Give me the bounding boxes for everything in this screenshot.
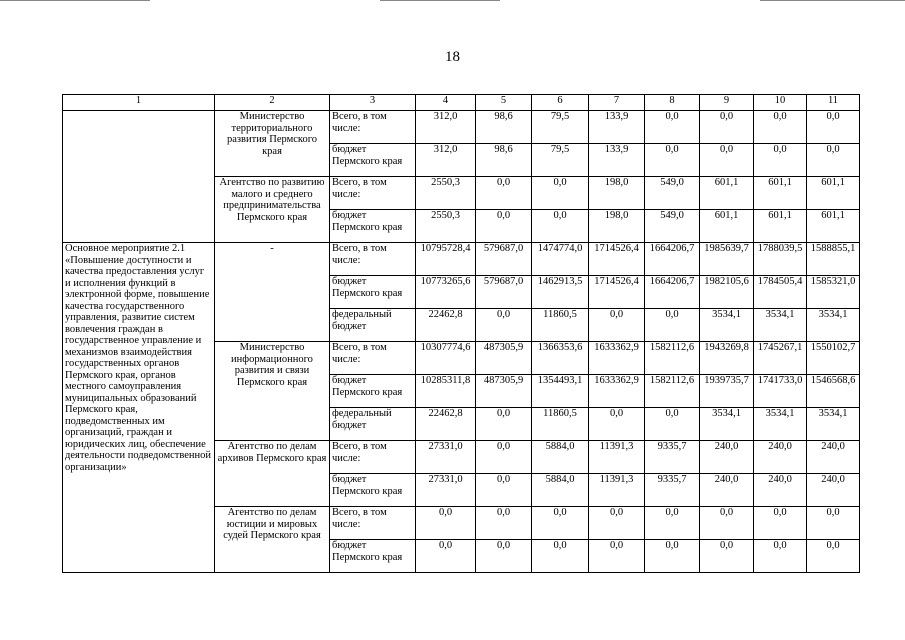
value-cell: 0,0	[700, 507, 754, 540]
header-cell: 5	[476, 95, 532, 111]
header-cell: 2	[215, 95, 330, 111]
value-cell: 579687,0	[476, 243, 532, 276]
value-cell: 1354493,1	[532, 375, 589, 408]
value-cell: 579687,0	[476, 276, 532, 309]
value-cell: 10307774,6	[416, 342, 476, 375]
value-cell: 240,0	[754, 441, 807, 474]
header-cell: 1	[63, 95, 215, 111]
header-cell: 4	[416, 95, 476, 111]
executor-cell: Агентство по делам архивов Пермского края	[215, 441, 330, 507]
value-cell: 11860,5	[532, 408, 589, 441]
value-cell: 601,1	[754, 177, 807, 210]
value-cell: 1939735,7	[700, 375, 754, 408]
value-cell: 1582112,6	[645, 342, 700, 375]
value-cell: 312,0	[416, 111, 476, 144]
value-cell: 0,0	[532, 210, 589, 243]
value-cell: 2550,3	[416, 210, 476, 243]
value-cell: 0,0	[589, 309, 645, 342]
value-cell: 0,0	[645, 507, 700, 540]
value-cell: 1714526,4	[589, 276, 645, 309]
value-cell: 1714526,4	[589, 243, 645, 276]
value-cell: 0,0	[754, 144, 807, 177]
value-cell: 0,0	[754, 540, 807, 573]
header-cell: 10	[754, 95, 807, 111]
header-row	[63, 95, 860, 111]
top-rule-right	[760, 0, 905, 1]
value-cell: 10773265,6	[416, 276, 476, 309]
value-cell: 0,0	[476, 441, 532, 474]
value-cell: 0,0	[700, 540, 754, 573]
value-cell: 11860,5	[532, 309, 589, 342]
source-cell: бюджет Пермского края	[330, 276, 416, 309]
source-cell: бюджет Пермского края	[330, 540, 416, 573]
value-cell: 11391,3	[589, 441, 645, 474]
value-cell: 1982105,6	[700, 276, 754, 309]
executor-cell: -	[215, 243, 330, 342]
value-cell: 1784505,4	[754, 276, 807, 309]
value-cell: 0,0	[416, 540, 476, 573]
value-cell: 0,0	[532, 540, 589, 573]
value-cell: 240,0	[754, 474, 807, 507]
value-cell: 22462,8	[416, 309, 476, 342]
value-cell: 1582112,6	[645, 375, 700, 408]
value-cell: 0,0	[476, 474, 532, 507]
header-cell: 8	[645, 95, 700, 111]
value-cell: 0,0	[476, 507, 532, 540]
value-cell: 240,0	[807, 474, 860, 507]
value-cell: 198,0	[589, 210, 645, 243]
value-cell: 1985639,7	[700, 243, 754, 276]
value-cell: 9335,7	[645, 441, 700, 474]
value-cell: 0,0	[589, 540, 645, 573]
source-cell: федеральный бюджет	[330, 408, 416, 441]
value-cell: 601,1	[807, 177, 860, 210]
value-cell: 601,1	[754, 210, 807, 243]
value-cell: 0,0	[807, 111, 860, 144]
header-cell: 7	[589, 95, 645, 111]
empty-cell	[63, 111, 215, 243]
value-cell: 1633362,9	[589, 375, 645, 408]
value-cell: 0,0	[476, 540, 532, 573]
value-cell: 198,0	[589, 177, 645, 210]
value-cell: 601,1	[700, 177, 754, 210]
value-cell: 79,5	[532, 144, 589, 177]
value-cell: 1366353,6	[532, 342, 589, 375]
value-cell: 0,0	[589, 507, 645, 540]
value-cell: 0,0	[589, 408, 645, 441]
source-cell: Всего, в том числе:	[330, 507, 416, 540]
source-cell: Всего, в том числе:	[330, 111, 416, 144]
value-cell: 9335,7	[645, 474, 700, 507]
source-cell: Всего, в том числе:	[330, 243, 416, 276]
value-cell: 0,0	[754, 111, 807, 144]
value-cell: 312,0	[416, 144, 476, 177]
source-cell: бюджет Пермского края	[330, 375, 416, 408]
value-cell: 0,0	[645, 144, 700, 177]
value-cell: 133,9	[589, 111, 645, 144]
source-cell: Всего, в том числе:	[330, 177, 416, 210]
value-cell: 79,5	[532, 111, 589, 144]
source-cell: Всего, в том числе:	[330, 342, 416, 375]
value-cell: 240,0	[807, 441, 860, 474]
value-cell: 1664206,7	[645, 243, 700, 276]
value-cell: 1462913,5	[532, 276, 589, 309]
value-cell: 0,0	[476, 210, 532, 243]
value-cell: 1788039,5	[754, 243, 807, 276]
value-cell: 27331,0	[416, 474, 476, 507]
source-cell: бюджет Пермского края	[330, 474, 416, 507]
value-cell: 3534,1	[700, 309, 754, 342]
value-cell: 1633362,9	[589, 342, 645, 375]
value-cell: 1474774,0	[532, 243, 589, 276]
source-cell: федеральный бюджет	[330, 309, 416, 342]
value-cell: 1943269,8	[700, 342, 754, 375]
table-row	[63, 111, 860, 144]
value-cell: 0,0	[754, 507, 807, 540]
value-cell: 0,0	[476, 177, 532, 210]
page-number: 18	[445, 49, 460, 65]
value-cell: 0,0	[645, 408, 700, 441]
value-cell: 601,1	[700, 210, 754, 243]
budget-table	[62, 94, 860, 573]
value-cell: 0,0	[645, 309, 700, 342]
value-cell: 0,0	[532, 177, 589, 210]
source-cell: бюджет Пермского края	[330, 144, 416, 177]
value-cell: 487305,9	[476, 342, 532, 375]
header-cell: 11	[807, 95, 860, 111]
value-cell: 10285311,8	[416, 375, 476, 408]
value-cell: 1588855,1	[807, 243, 860, 276]
value-cell: 5884,0	[532, 474, 589, 507]
value-cell: 601,1	[807, 210, 860, 243]
value-cell: 1664206,7	[645, 276, 700, 309]
value-cell: 0,0	[645, 540, 700, 573]
value-cell: 549,0	[645, 210, 700, 243]
value-cell: 133,9	[589, 144, 645, 177]
activity-cell: Основное мероприятие 2.1 «Повышение доступности и качества предоставления услуг и исполнения функций в электронной форме, повышение качества государственного управления, развитие систем вовлечения граждан в государственное управление и механизмов взаимодействия государственных органов Пермского края, органов местного самоуправления муниципальных образований Пермского края, подведомственных им организаций, граждан и юридических лиц, обеспечение деятельности подведомственной организации»	[63, 243, 215, 573]
value-cell: 0,0	[645, 111, 700, 144]
header-cell: 9	[700, 95, 754, 111]
top-rule-mid	[380, 0, 500, 1]
value-cell: 0,0	[807, 144, 860, 177]
value-cell: 0,0	[700, 111, 754, 144]
value-cell: 3534,1	[754, 309, 807, 342]
value-cell: 1745267,1	[754, 342, 807, 375]
executor-cell: Агентство по делам юстиции и мировых судей Пермского края	[215, 507, 330, 573]
header-cell: 3	[330, 95, 416, 111]
value-cell: 0,0	[476, 309, 532, 342]
source-cell: Всего, в том числе:	[330, 441, 416, 474]
value-cell: 98,6	[476, 144, 532, 177]
top-rule-left	[0, 0, 150, 1]
value-cell: 549,0	[645, 177, 700, 210]
executor-cell: Агентство по развитию малого и среднего предпринимательства Пермского края	[215, 177, 330, 243]
source-cell: бюджет Пермского края	[330, 210, 416, 243]
value-cell: 3534,1	[807, 309, 860, 342]
table-row	[63, 243, 860, 276]
value-cell: 1550102,7	[807, 342, 860, 375]
value-cell: 2550,3	[416, 177, 476, 210]
value-cell: 22462,8	[416, 408, 476, 441]
value-cell: 487305,9	[476, 375, 532, 408]
value-cell: 1741733,0	[754, 375, 807, 408]
value-cell: 240,0	[700, 441, 754, 474]
value-cell: 0,0	[807, 507, 860, 540]
value-cell: 10795728,4	[416, 243, 476, 276]
value-cell: 0,0	[532, 507, 589, 540]
value-cell: 98,6	[476, 111, 532, 144]
value-cell: 0,0	[476, 408, 532, 441]
value-cell: 3534,1	[807, 408, 860, 441]
value-cell: 27331,0	[416, 441, 476, 474]
value-cell: 3534,1	[754, 408, 807, 441]
value-cell: 5884,0	[532, 441, 589, 474]
value-cell: 3534,1	[700, 408, 754, 441]
executor-cell: Министерство территориального развития Пермского края	[215, 111, 330, 177]
value-cell: 240,0	[700, 474, 754, 507]
value-cell: 0,0	[416, 507, 476, 540]
value-cell: 1546568,6	[807, 375, 860, 408]
header-cell: 6	[532, 95, 589, 111]
executor-cell: Министерство информационного развития и связи Пермского края	[215, 342, 330, 441]
value-cell: 0,0	[700, 144, 754, 177]
value-cell: 11391,3	[589, 474, 645, 507]
value-cell: 0,0	[807, 540, 860, 573]
value-cell: 1585321,0	[807, 276, 860, 309]
